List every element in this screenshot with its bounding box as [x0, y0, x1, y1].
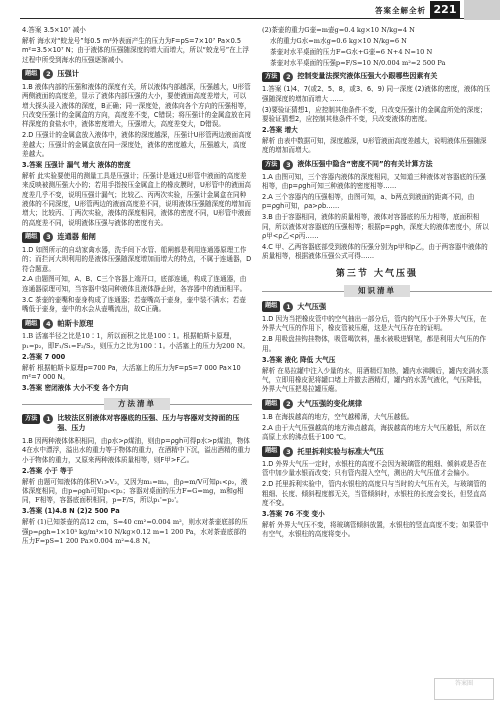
paragraph: (3)要验证猜想1，应控制其他条件不变，只改变压强计的金属盒所处的深度；要验证猜想2，应控制其他条件不变，只改变液体的密度。: [262, 105, 487, 123]
left-column: [22, 26, 252, 548]
paragraph: 4.答案 3.5×10⁷ 减小: [22, 26, 86, 34]
paragraph: 1.B 在海拔越高的地方，空气越稀薄，大气压越低。: [262, 412, 414, 421]
section-title: 托里拆利实验与标准大气压: [297, 446, 384, 456]
section-header: [22, 232, 252, 243]
section-title: 大气压强: [297, 301, 327, 311]
paragraph: 解析 由表中数据可知，深度越深，U形管液面高度差越大，说明液体压强随深度的增加而增大。: [262, 136, 487, 155]
method-title: 液体压强中隐含“密度不同”的有关计算方法: [297, 159, 433, 168]
method-header: [262, 160, 492, 170]
method-number: 2: [283, 72, 293, 82]
page-number: 221: [430, 1, 460, 18]
paragraph: 解析 在易拉罐中注入少量的水，用酒精灯加热，罐内水沸腾后，罐内充满水蒸气，立即用橡皮泥将罐口堵上并撤去酒精灯，罐内的水蒸气液化，气压降低，外界大气压把易拉罐压瘪。: [262, 366, 489, 394]
paragraph: 1.答案 (1)4、7(或2、5、8，或3、6、9) 同一深度 (2)液体的密度，液体的压强随深度的增加而增大 ……: [262, 85, 491, 103]
section-header: [22, 69, 252, 80]
paragraph: 3.答案 (1)4.8 N (2)2 500 Pa: [22, 507, 120, 516]
paragraph: 茶壶对水平桌面的压力F=G水+G壶=6 N+4 N=10 N: [270, 47, 433, 56]
paragraph: 2.D 压强计的金属盒放入液体中，液体的深度越深，压强计U形管两边液面高度差越大；压强计的金属盒放在同一深度处，液体的密度越大，压强越大，高度差越大。: [22, 131, 252, 158]
paragraph: 4.C 甲、乙两容器底部受到液体的压强分别为p甲和p乙，由于两容器中液体的质量相等，根据液体压强公式可得……: [262, 242, 488, 261]
paragraph: 3.答案 密闭液体 大小不变 各个方向: [22, 383, 129, 392]
section-badge: 题组: [262, 446, 280, 457]
paragraph: 3.答案 76 不变 变小: [262, 510, 325, 518]
section-title: 压强计: [57, 69, 79, 79]
paragraph: 2.A 由题图可知，A、B、C三个容器上端开口，底部连通，构成了连通器，由连通器原理可知，当容器中装同种液体且液体静止时，各容器中的液面相平。: [22, 275, 247, 293]
paragraph: 1.D 如图所示的自动家禽水器，洗手间下水管、船闸都是利用连通器原理工作的；而拦河大坝利用的是液体压强随深度增加而增大的特点，不属于连通器，D符合题意。: [22, 245, 252, 273]
paragraph: 2.B 用吸盘挂钩挂物体，吸管喝饮料，墨水被吸进钢笔，都是利用大气压的作用。: [262, 335, 486, 353]
header-rule: [20, 18, 500, 19]
section-number: 1: [283, 302, 293, 312]
header-title: 答案全解全析: [375, 6, 426, 15]
paragraph: 2.A 三个容器内的压强相等，由图可知，a、b两点到液面的距离不同，由p=ρgh可知，ρa>ρb……: [262, 192, 475, 211]
method-title: 控制变量法探究液体压强大小跟哪些因素有关: [297, 72, 438, 81]
paragraph: 解析 由题可知液体的体积V₁>V₂，又因为m₁=m₂，由ρ=m/V可知ρ₁<ρ₂，液体深度相同，由p=ρgh可知p₁<p₂；容器对桌面的压力F=G=mg，m和g相同，F相等，容器底面积相同，p=F/S，所以p₁'=p₂'。: [22, 477, 248, 505]
section-title: 连通器 船闸: [57, 232, 96, 242]
section-number: 3: [283, 447, 293, 457]
paragraph: 1.B 液体内部的压强和液体的深度有关，所以液体内部越深，压强越大，U形管两侧液面的高度差，显示了液体内部压强的大小，要使液面高度差增大，可以增大探头浸入液体的深度，B正确；同一深度处，液体向各个方向的压强相等，只改变压强计的金属盒的方向，高度差不变，C错误；将压强计的金属盒放在同样深度的食盐水中，液体密度增大，压强增大，高度差变大，D错误。: [22, 82, 251, 129]
section-number: 2: [43, 69, 53, 79]
paragraph: 解析 海水对“蛟龙号”每0.5 m²外表面产生的压力为F=pS=7×10⁷ Pa×0.5 m²=3.5×10⁷ N；由于液体的压强随深度的增大而增大，所以“蛟龙号”在上浮过程中所受到海水的压强逐渐减小。: [22, 36, 249, 64]
paragraph: 2.答案 增大: [262, 125, 298, 134]
method-header: [22, 414, 252, 434]
watermark-logo: 答案圈: [434, 678, 494, 700]
page-tab: [464, 0, 500, 20]
paragraph: 3.答案 液化 降低 大气压: [262, 355, 336, 364]
section-number: 2: [283, 399, 293, 409]
method-badge: 方法: [22, 414, 40, 424]
paragraph: 3.答案 压强计 漏气 增大 液体的密度: [22, 160, 131, 169]
right-column: [262, 26, 492, 541]
paragraph: 2.D 托里拆利实验中，管内水银柱的高度只与当时的大气压有关，与玻璃管的粗细、长度、倾斜程度都无关，当管倾斜时，水银柱的长度会变长，但竖直高度不变。: [262, 480, 487, 508]
section-number: 4: [43, 319, 53, 329]
paragraph: 茶壶对水平桌面的压强p=F/S=10 N/0.004 m²=2 500 Pa: [270, 58, 446, 67]
method-header: [262, 72, 492, 82]
section-header: [262, 399, 492, 410]
paragraph: 1.A 由图可知，三个容器内液体的深度相同，又知道三种液体对容器底的压强相等，由p=ρgh可知三种液体的密度相等……: [262, 172, 486, 190]
paragraph: 1.B 因两种液体体积相同，由ρ水>ρ煤油，则由p=ρgh可得p水>p煤油，物体4在水中漂浮，溢出水的重力等于物体的重力，在酒精中下沉，溢出酒精的重力小于物体的重力，又原来两种液体质量相等，则F甲>F乙。: [22, 437, 251, 464]
method-badge: 方法: [262, 72, 280, 82]
paragraph: 2.答案 小于 等于: [22, 466, 74, 475]
paragraph: 1.D 因为当把橡皮管中的空气抽出一部分后，管内的气压小于外界大气压，在外界大气压的作用下，橡皮管被压瘪，这是大气压存在的证明。: [262, 315, 487, 333]
section-banner: [262, 285, 492, 297]
paragraph: 解析 根据帕斯卡原理p=700 Pa，大活塞上的压力为F=pS=7 000 Pa×10 m²=7 000 N。: [22, 363, 241, 381]
method-title: 比较法区别液体对容器底的压强、压力与容器对支持面的压强、压力: [57, 414, 240, 433]
paragraph: 2.A 由于大气压强越高的地方沸点越高，海拔越高的地方大气压越低，所以在高原上水的沸点低于100 ℃。: [262, 423, 486, 441]
method-badge: 方法: [262, 160, 280, 170]
paragraph: 1.B 活塞半径之比是10∶1，所以面积之比是100∶1。根据帕斯卡原理，p₁=p₂，即F₁/S₁=F₂/S₂，则压力之比为100∶1。小活塞上的压力为200 N。: [22, 332, 250, 350]
banner-text: 方法清单: [104, 398, 170, 410]
method-number: 1: [43, 414, 53, 424]
paragraph: (2)茶壶的重力G壶=m壶g=0.4 kg×10 N/kg=4 N: [262, 26, 415, 34]
section-badge: 题组: [262, 301, 280, 312]
section-header: [262, 446, 492, 457]
section-title: 帕斯卡原理: [57, 318, 94, 328]
section-header: [22, 319, 252, 330]
section-badge: 题组: [22, 319, 40, 330]
section-badge: 题组: [22, 69, 40, 80]
section-title: 大气压强的变化规律: [297, 399, 363, 409]
section-banner: [22, 398, 252, 410]
paragraph: 1.D 外界大气压一定时，水银柱的高度不会因为玻璃管的粗细、倾斜或是否在管中加少量水银而改变；只有管内混入空气，测出的大气压值才会偏小。: [262, 460, 487, 478]
banner-text: 知识清单: [344, 285, 410, 297]
paragraph: 3.B 由于容器相同，液体的质量相等，液体对容器底的压力相等，底面积相同，所以液体对容器底的压强相等；根据p=ρgh，深度大的液体密度小，所以ρ甲<ρ乙<ρ丙……: [262, 213, 489, 240]
paragraph: 解析 外界大气压不变，将玻璃管倾斜放置，水银柱的竖直高度不变；如果管中有空气，水银柱的高度将变小。: [262, 520, 489, 539]
section-badge: 题组: [22, 232, 40, 243]
paragraph: 2.答案 7 000: [22, 352, 66, 361]
section-number: 3: [43, 232, 53, 242]
paragraph: 解析 此实验要使用的测量工具是压强计；压强计是通过U形管中液面的高度差来反映被测压强大小的；若用手指按压金属盒上的橡皮膜时，U形管中的液面高度差几乎不变，说明压强计漏气；比较乙、丙两次实验，压强计金属盒在同种液体的不同深度，U形管两边的液面高度差不同，说明液体压强随深度的增加而增大；比较丙、丁两次实验，液体的深度相同，液体的密度不同，U形管中液面的高度差不同，说明液体压强与液体的密度有关。: [22, 171, 252, 227]
paragraph: 3.C 茶壶的壶嘴和壶身构成了连通器；若壶嘴高于壶身，壶中装不满水；若壶嘴低于壶身，壶中的水会从壶嘴流出，故C正确。: [22, 295, 246, 314]
paragraph: 解析 (1)已知茶壶的高12 cm，S=40 cm²=0.004 m²，则水对茶壶底部的压强p=ρgh=1×10³ kg/m³×10 N/kg×0.12 m=1 200 Pa，水对茶壶底部的压力F=pS=1 200 Pa×0.004 m²=4.8 N。: [22, 518, 248, 546]
chapter-title: 第三节 大气压强: [335, 268, 419, 279]
section-badge: 题组: [262, 399, 280, 410]
paragraph: 水的重力G水=m水g=0.6 kg×10 N/kg=6 N: [270, 36, 407, 45]
method-number: 3: [283, 160, 293, 170]
page-header: [0, 0, 500, 22]
section-header: [262, 301, 492, 312]
